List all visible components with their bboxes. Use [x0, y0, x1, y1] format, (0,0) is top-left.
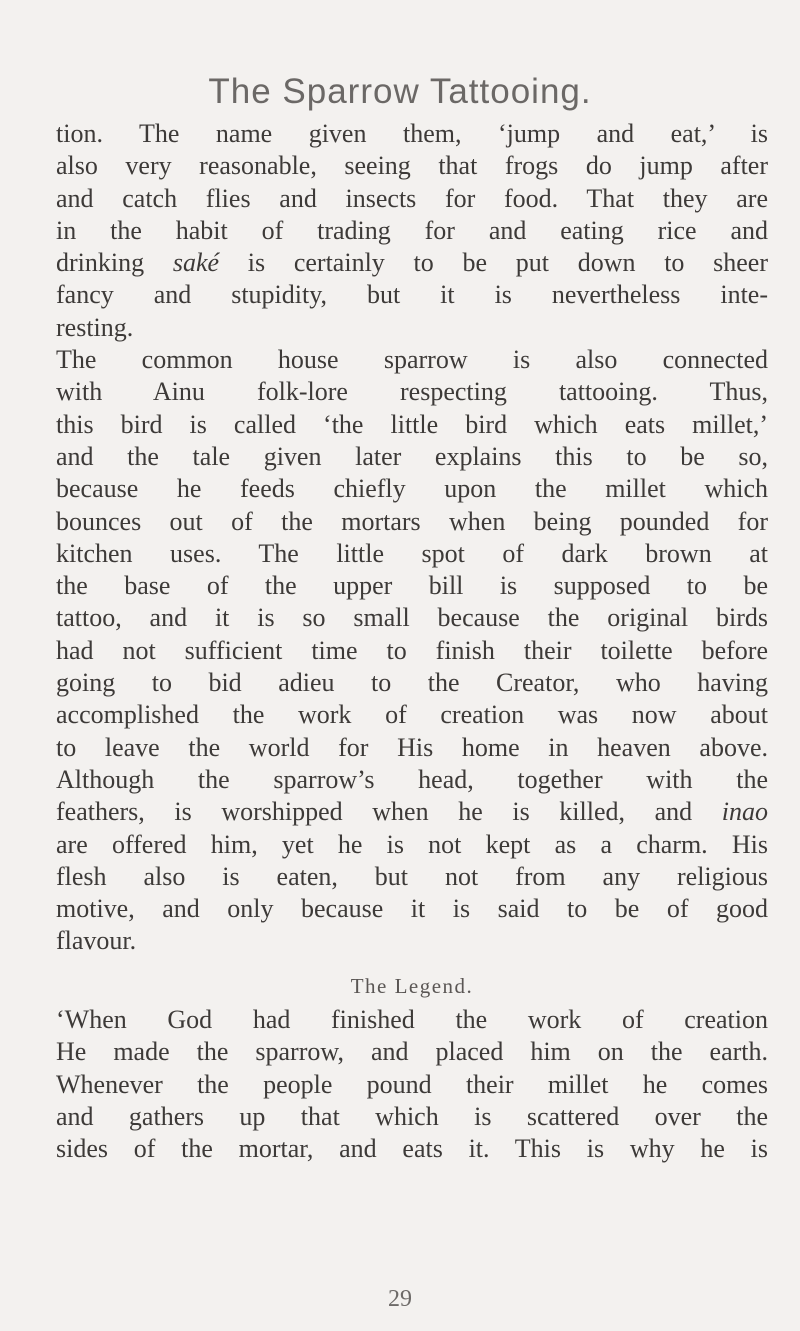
body-text	[56, 118, 768, 1166]
text-line: bounces out of the mortars when being pounded for	[56, 506, 768, 536]
text-line: because he feeds chiefly upon the millet which	[56, 474, 768, 504]
text-line: flavour.	[56, 926, 137, 956]
text-line: this bird is called ‘the little bird which eats millet,’	[56, 409, 768, 439]
text-line: and catch flies and insects for food. That they are	[56, 183, 768, 213]
text-line: fancy and stupidity, but it is nevertheless inte-	[56, 280, 768, 310]
text-line: also very reasonable, seeing that frogs do jump after	[56, 151, 768, 181]
running-head: The Sparrow Tattooing.	[208, 72, 592, 111]
text-line: accomplished the work of creation was now about	[56, 700, 768, 730]
text-line: resting.	[56, 312, 134, 342]
text-line	[56, 247, 768, 279]
text-line: sides of the mortar, and eats it. This is why he is	[56, 1134, 768, 1164]
text-line: He made the sparrow, and placed him on the earth.	[56, 1037, 768, 1067]
text-fragment: feathers, is worshipped when he is killed, and	[56, 797, 722, 827]
text-line: Whenever the people pound their millet he comes	[56, 1069, 768, 1099]
page-number: 29	[388, 1286, 412, 1312]
text-line: and gathers up that which is scattered over the	[56, 1101, 768, 1131]
text-line: kitchen uses. The little spot of dark brown at	[56, 538, 768, 568]
text-line: ‘When God had finished the work of creation	[56, 1005, 768, 1035]
italic-word: saké	[172, 248, 220, 278]
text-line: tion. The name given them, ‘jump and eat,’ is	[56, 119, 768, 148]
text-line	[56, 796, 768, 828]
section-heading: The Legend.	[350, 973, 474, 998]
text-fragment: drinking	[56, 248, 173, 278]
text-line: in the habit of trading for and eating rice and	[56, 215, 768, 245]
text-line: flesh also is eaten, but not from any religious	[56, 861, 768, 891]
text-line: tattoo, and it is so small because the original birds	[56, 603, 768, 633]
text-line: the base of the upper bill is supposed to be	[56, 571, 768, 601]
text-line: are offered him, yet he is not kept as a charm. His	[56, 829, 768, 859]
text-line: and the tale given later explains this to be so,	[56, 441, 768, 471]
text-line: The common house sparrow is also connected	[56, 345, 768, 375]
text-line: with Ainu folk-lore respecting tattooing. Thus,	[56, 377, 768, 407]
text-line: to leave the world for His home in heaven above.	[56, 732, 768, 762]
text-line: going to bid adieu to the Creator, who having	[56, 668, 768, 698]
text-line: Although the sparrow’s head, together with the	[56, 764, 768, 794]
text-fragment: is certainly to be put down to sheer	[219, 248, 769, 278]
text-line: had not sufficient time to finish their toilette before	[56, 635, 768, 665]
text-line: motive, and only because it is said to be of good	[56, 894, 768, 924]
italic-word: inao	[721, 797, 768, 827]
